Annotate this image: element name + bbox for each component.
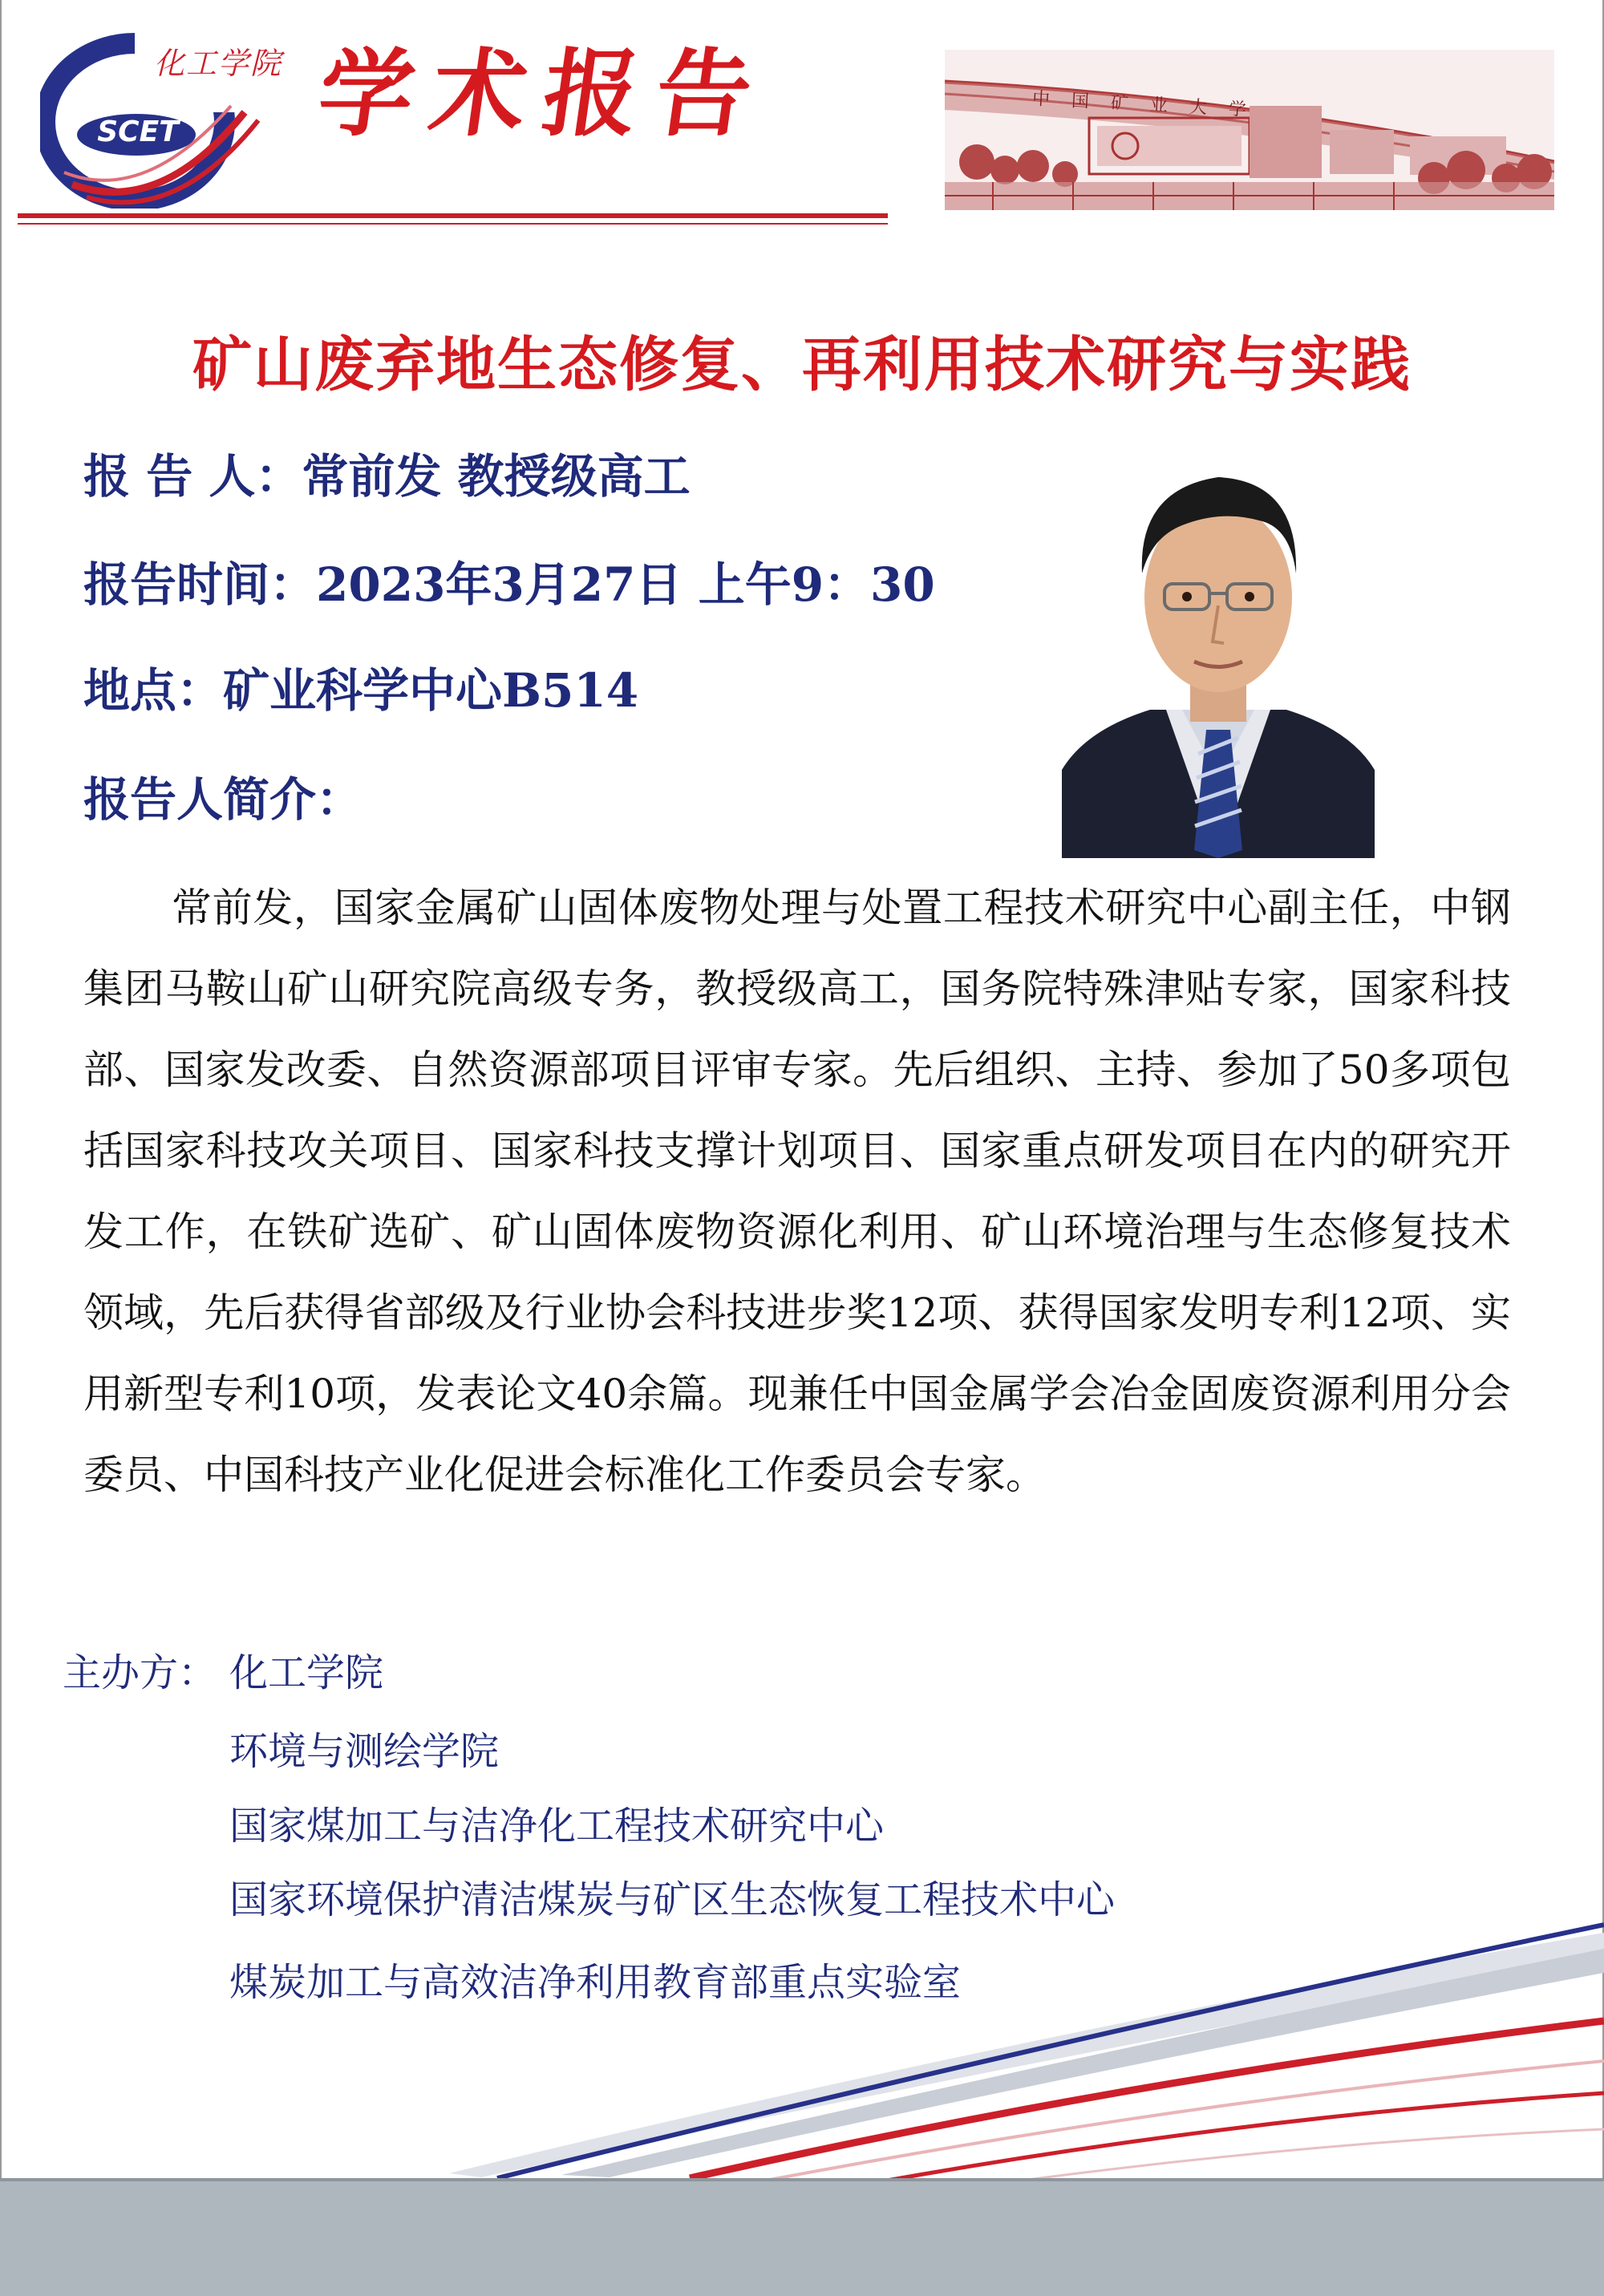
gate-inscription: 中 国 矿 业 大 学 — [1031, 88, 1255, 121]
logo-college-name: 化工学院 — [154, 46, 283, 81]
page-title: 学术报告 — [311, 38, 776, 149]
report-title: 矿山废弃地生态修复、再利用技术研究与实践 — [192, 330, 1412, 399]
organizers-label: 主办方： — [63, 1650, 217, 1695]
time-line: 报告时间：2023年3月27日 上午9：30 — [83, 557, 935, 612]
header-divider — [18, 213, 888, 218]
campus-gate-illustration — [945, 50, 1554, 210]
speaker-bio: 常前发，国家金属矿山固体废物处理与处置工程技术研究中心副主任，中钢集团马鞍山矿山研究院高级专务，教授级高工，国务院特殊津贴专家，国家科技部、国家发改委、自然资源部项目评审专家。先后组织、主持、参加了50多项包括国家科技攻关项目、国家科技支撑计划项目、国家重点研发项目在内的研究开发工作，在铁矿选矿、矿山固体废物资源化利用、矿山环境治理与生态修复技术领域，先后获得省部级及行业协会科技进步奖12项、获得国家发明专利12项、实用新型专利10项，发表论文40余篇。现兼任中国金属学会冶金固废资源利用分会委员、中国科技产业化促进会标准化工作委员会专家。 — [83, 885, 1511, 1498]
location-line: 地点：矿业科学中心B514 — [83, 663, 639, 718]
speaker-photo — [1062, 433, 1375, 858]
footer-band — [0, 2178, 1604, 2296]
organizer-item: 煤炭加工与高效洁净利用教育部重点实验室 — [229, 1960, 962, 2005]
organizer-item: 环境与测绘学院 — [229, 1729, 500, 1774]
bio-heading: 报告人简介： — [83, 772, 363, 827]
decorative-swoosh — [0, 1901, 1604, 2189]
organizer-item: 国家环境保护清洁煤炭与矿区生态恢复工程技术中心 — [229, 1877, 1116, 1922]
logo-abbr: SCET — [97, 115, 179, 148]
footer-band-edge — [0, 2178, 1604, 2181]
header-divider-thin — [18, 223, 888, 225]
organizer-item: 化工学院 — [229, 1650, 384, 1695]
speaker-line: 报 告 人：常前发 教授级高工 — [83, 449, 691, 504]
organizer-item: 国家煤加工与洁净化工程技术研究中心 — [229, 1804, 885, 1849]
